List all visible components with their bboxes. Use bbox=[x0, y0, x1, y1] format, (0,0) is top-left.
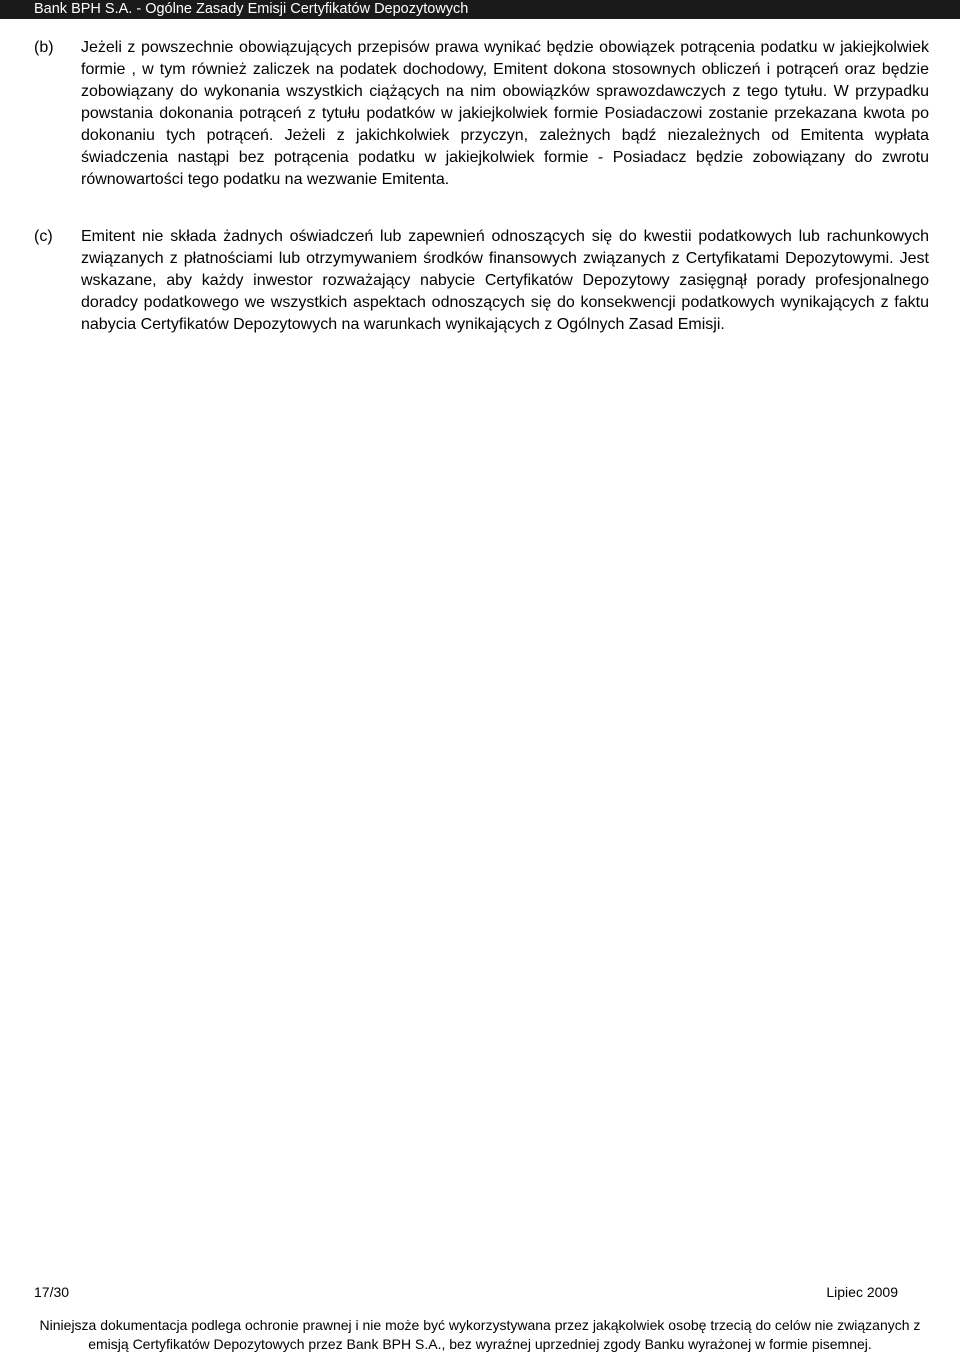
legal-notice-line: emisją Certyfikatów Depozytowych przez Bank BPH S.A., bez wyraźnej uprzedniej zgody Banku wyrażonej w formie pisemnej. bbox=[88, 1336, 872, 1352]
item-text: Jeżeli z powszechnie obowiązujących przepisów prawa wynikać będzie obowiązek potrącenia podatku w jakiejkolwiek formie , w tym również zaliczek na podatek dochodowy, Emitent dokona stosownych obliczeń i potrąceń oraz będzie zobowiązany do wykonania wszystkich ciążących na nim obowiązków sprawozdawczych z tego tytułu. W przypadku powstania dokonania potrąceń z tytułu podatków w jakiejkolwiek formie Posiadaczowi zostanie przekazana kwota po dokonaniu tych potrąceń. Jeżeli z jakichkolwiek przyczyn, zależnych bądź niezależnych od Emitenta wypłata świadczenia nastąpi bez potrącenia podatku w jakiejkolwiek formie - Posiadacz będzie zobowiązany do zwrotu równowartości tego podatku na wezwanie Emitenta. bbox=[81, 39, 929, 188]
document-date: Lipiec 2009 bbox=[826, 1284, 898, 1300]
item-text: Emitent nie składa żadnych oświadczeń lub zapewnień odnoszących się do kwestii podatkowych lub rachunkowych związanych z płatnościami lub otrzymywaniem środków finansowych związanych z Certyfikatami Depozytowymi. Jest wskazane, aby każdy inwestor rozważający nabycie Certyfikatów Depozytowy zasięgnął porady profesjonalnego doradcy podatkowego we wszystkich aspektach odnoszących się do konsekwencji podatkowych wynikających z faktu nabycia Certyfikatów Depozytowych na warunkach wynikających z Ogólnych Zasad Emisji. bbox=[81, 228, 929, 333]
item-label: (b) bbox=[34, 39, 54, 56]
document-title: Bank BPH S.A. - Ogólne Zasady Emisji Certyfikatów Depozytowych bbox=[34, 1, 469, 17]
document-header bbox=[0, 0, 960, 19]
item-label: (c) bbox=[34, 228, 53, 245]
legal-notice-line: Niniejsza dokumentacja podlega ochronie prawnej i nie może być wykorzystywana przez jakąkolwiek osobę trzecią do celów nie związanych z bbox=[39, 1317, 921, 1333]
page-number: 17/30 bbox=[34, 1284, 70, 1300]
legal-notice bbox=[0, 1316, 960, 1354]
